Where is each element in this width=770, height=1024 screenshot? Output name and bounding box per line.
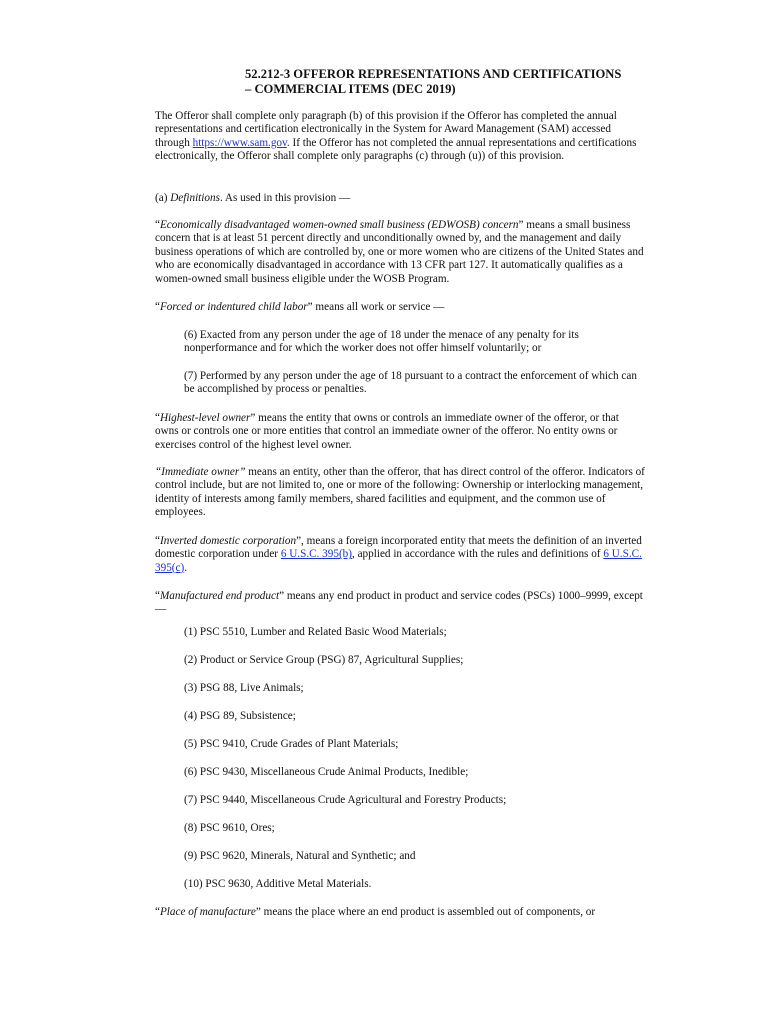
title-line-1: 52.212-3 OFFEROR REPRESENTATIONS AND CERTIFICATIONS [245,67,622,81]
term-place-of-manufacture: Place of manufacture [159,906,256,918]
usc-395b-link[interactable]: 6 U.S.C. 395(b) [280,548,352,561]
definition-text: ”, means a foreign incorporated entity that meets the definition of an inverted domestic corporation under [155,535,642,561]
definition-edwosb [155,219,645,286]
usc-395c-link[interactable]: 6 U.S.C. 395(c) [155,548,642,574]
definitions-prefix: (a) [155,192,171,204]
definition-text: , applied in accordance with the rules and definitions of [352,548,604,561]
definitions-heading [155,192,645,205]
psc-list-item: (7) PSC 9440, Miscellaneous Crude Agricultural and Forestry Products; [184,794,507,806]
definitions-term: Definitions [170,192,220,204]
quote-mark: “ [155,219,160,231]
term-inverted-domestic-corporation: Inverted domestic corporation [159,535,297,547]
quote-mark: “ [155,590,160,602]
quote-mark: “ [155,412,160,424]
psc-list-item: (10) PSC 9630, Additive Metal Materials. [184,878,372,890]
intro-text-b: . If the Offeror has not completed the annual representations and certifications electronically, the Offeror shall complete only paragraphs (c) through (u)) of this provision. [155,136,637,163]
psc-list-item: (9) PSC 9620, Minerals, Natural and Synthetic; and [184,850,416,862]
intro-paragraph [155,110,645,164]
definition-text: ” means a small business concern that is at least 51 percent directly and unconditionally owned by, and the management and daily business operations of which are controlled by, one or more women who are citizens of the United States and who are economically disadvantaged in accordance with 13 CFR part 127. It automatically qualifies as a women-owned small business eligible under the WOSB Program. [155,219,644,285]
psc-list-item: (8) PSC 9610, Ores; [184,822,275,834]
definition-forced-labor [155,301,645,314]
definition-text: means an entity, other than the offeror, that has direct control of the offeror. Indicators of control include, but are not limited to, one or more of the following: Ownership or interlocking management, identity of interests among family members, shared facilities and equipment, and the common use of employees. [155,466,645,519]
definition-text: ” means all work or service — [307,301,445,313]
psc-list-item: (3) PSG 88, Live Animals; [184,682,304,694]
intro-text-a: The Offeror shall complete only paragraph (b) of this provision if the Offeror has completed the annual representations and certification electronically in the System for Award Management (SAM) accessed through [155,110,617,149]
forced-item-7: (7) Performed by any person under the age of 18 pursuant to a contract the enforcement of which can be accomplished by process or penalties. [184,370,637,396]
psc-list-item: (4) PSG 89, Subsistence; [184,710,296,722]
definition-text: ” means the place where an end product is assembled out of components, or [255,906,596,918]
quote-mark: “ [155,906,160,918]
term-forced-labor: Forced or indentured child labor [159,301,308,313]
quote-mark: “ [155,535,160,547]
definition-place-of-manufacture [155,906,645,919]
definition-highest-level-owner [155,412,645,452]
psc-list-item: (2) Product or Service Group (PSG) 87, Agricultural Supplies; [184,654,464,666]
term-edwosb: Economically disadvantaged women-owned small business (EDWOSB) concern [159,219,519,231]
psc-list-item: (6) PSC 9430, Miscellaneous Crude Animal Products, Inedible; [184,766,469,778]
definition-text: ” means the entity that owns or controls an immediate owner of the offeror, or that owns or controls one or more entities that control an immediate owner of the offeror. No entity owns or exercises control of the highest level owner. [155,412,619,451]
definition-inverted-domestic-corporation [155,535,645,575]
provision-title [245,67,665,96]
definition-immediate-owner [155,466,645,520]
definition-text: . [184,561,187,574]
term-manufactured-end-product: Manufactured end product [159,590,280,602]
definition-text: ” means any end product in product and service codes (PSCs) 1000–9999, except — [155,590,643,616]
term-immediate-owner: “Immediate owner” [155,466,246,478]
title-line-2: – COMMERCIAL ITEMS (DEC 2019) [245,81,456,96]
sam-gov-link[interactable]: https://www.sam.gov [192,136,287,149]
psc-list-item: (5) PSC 9410, Crude Grades of Plant Materials; [184,738,399,750]
forced-item-6: (6) Exacted from any person under the age of 18 under the menace of any penalty for its nonperformance and for which the worker does not offer himself voluntarily; or [184,329,579,355]
definitions-suffix: . As used in this provision — [219,192,351,204]
quote-mark: “ [155,301,160,313]
term-highest-level-owner: Highest-level owner [159,412,251,424]
definition-manufactured-end-product [155,590,645,617]
psc-list-item: (1) PSC 5510, Lumber and Related Basic Wood Materials; [184,626,447,638]
